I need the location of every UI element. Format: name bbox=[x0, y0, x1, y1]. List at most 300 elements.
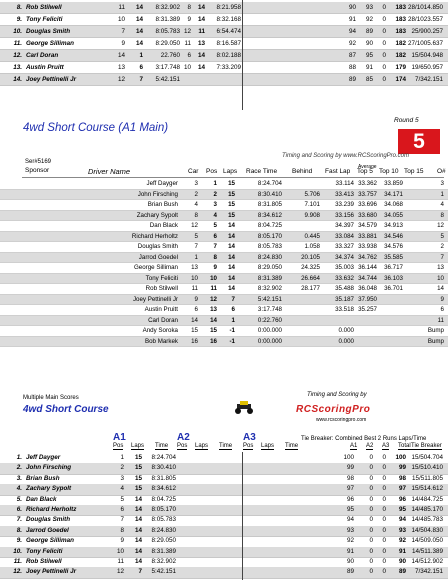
a3-points: 0 bbox=[382, 516, 386, 524]
a2-points: 95 bbox=[365, 52, 373, 59]
a3-time-header: Time bbox=[285, 443, 299, 449]
a1-time: 8:05.783 bbox=[151, 516, 176, 524]
row-position: 13. bbox=[13, 64, 22, 71]
driver-name: Zachary Sypolt bbox=[26, 485, 72, 493]
a2-points: 93 bbox=[365, 4, 373, 11]
behind-time: 9.908 bbox=[304, 211, 320, 219]
a1-points: 89 bbox=[348, 76, 356, 83]
a2-pos: 9 bbox=[187, 16, 191, 23]
lap-count: -1 bbox=[229, 337, 235, 345]
total-points: 183 bbox=[395, 28, 406, 35]
lap-count: 1 bbox=[231, 316, 235, 324]
a2-points: 0 bbox=[369, 485, 373, 493]
a2-points: 0 bbox=[369, 547, 373, 555]
logo-url: www.rcscoringpro.com bbox=[316, 417, 367, 423]
a1-heading: A1 bbox=[113, 432, 126, 443]
top10-header: Top 10 bbox=[379, 168, 399, 175]
lap-count: 14 bbox=[228, 253, 235, 261]
a1-laps: 14 bbox=[135, 28, 143, 35]
row-position: 3. bbox=[16, 474, 22, 482]
car-number: 16 bbox=[191, 337, 198, 345]
row-position: 8. bbox=[16, 526, 22, 534]
a1-laps: 14 bbox=[134, 558, 142, 565]
driver-name: Brian Bush bbox=[147, 201, 178, 208]
finish-position: 9 bbox=[213, 264, 217, 271]
column-divider-2 bbox=[242, 452, 243, 580]
tie-breaker: 15/511.805 bbox=[411, 474, 443, 482]
a3-points: 0 bbox=[382, 495, 386, 503]
tie-breaker: 19/650.957 bbox=[411, 64, 443, 71]
top10-avg: 33.859 bbox=[384, 180, 403, 187]
a1-laps: 7 bbox=[138, 568, 142, 576]
a2-points: 85 bbox=[365, 76, 373, 83]
total-header: Total bbox=[398, 443, 411, 449]
a1-points: 91 bbox=[346, 547, 354, 555]
car-number: 12 bbox=[191, 222, 198, 229]
top5-avg: 33.696 bbox=[358, 201, 377, 208]
fast-lap: 33.327 bbox=[335, 243, 354, 250]
a1-laps: 14 bbox=[134, 526, 142, 534]
a2-time-header: Time bbox=[219, 443, 233, 449]
driver-name: Joey Pettinelli Jr bbox=[26, 568, 77, 576]
behind-time: 20.105 bbox=[301, 253, 320, 261]
fast-lap: 35.003 bbox=[335, 264, 354, 271]
a2-laps: 11 bbox=[198, 28, 205, 35]
fast-lap-header: Fast Lap bbox=[325, 168, 351, 175]
tie-breaker: 14/484.725 bbox=[411, 495, 443, 503]
a1-points: 96 bbox=[346, 495, 354, 503]
tie-breaker: 15/504.948 bbox=[411, 52, 443, 59]
a3-points: 0 bbox=[382, 4, 386, 11]
row-position: 12. bbox=[13, 52, 22, 59]
row-position: 5. bbox=[16, 495, 22, 503]
fast-lap: 33.156 bbox=[335, 211, 354, 219]
top5-header: Top 5 bbox=[357, 168, 373, 175]
top-table-row bbox=[0, 2, 448, 14]
lap-count: 14 bbox=[228, 285, 235, 292]
row-position: 11. bbox=[13, 40, 22, 47]
driver-name: Jeff Dayger bbox=[146, 180, 178, 187]
driver-name: Tony Feliciti bbox=[26, 16, 63, 23]
a2-points: 0 bbox=[369, 516, 373, 524]
tie-breaker: 15/514.612 bbox=[411, 485, 443, 493]
car-number: 10 bbox=[191, 274, 198, 282]
a2-pos: 11 bbox=[184, 40, 191, 47]
top10-avg: 34.171 bbox=[384, 190, 403, 198]
car-number: 7 bbox=[194, 243, 198, 250]
tie-breaker: 25/900.257 bbox=[411, 28, 443, 35]
a1-pos: 11 bbox=[118, 4, 125, 11]
a3-points: 0 bbox=[382, 537, 386, 545]
a2-laps-header: Laps bbox=[195, 443, 209, 449]
o-number: 3 bbox=[440, 180, 444, 187]
driver-name: John Firsching bbox=[26, 464, 72, 472]
fast-lap: 33.239 bbox=[335, 201, 354, 208]
driver-name: John Firsching bbox=[137, 190, 178, 198]
a1-laps: 14 bbox=[135, 40, 143, 47]
a1-laps: 14 bbox=[134, 547, 142, 555]
driver-header: Driver Name bbox=[88, 167, 131, 176]
a2-time: 8:21.958 bbox=[216, 4, 241, 11]
race-time: 8:05.170 bbox=[257, 232, 282, 240]
a2-points: 0 bbox=[369, 568, 373, 576]
rc-car-icon bbox=[233, 399, 255, 415]
top10-avg: 34.055 bbox=[384, 211, 403, 219]
a1-laps: 1 bbox=[139, 52, 143, 59]
driver-name: Dan Black bbox=[149, 222, 178, 229]
a1-time: 8:24.704 bbox=[151, 454, 176, 461]
car-number: 13 bbox=[191, 264, 198, 271]
a1-laps: 14 bbox=[134, 495, 142, 503]
a1-laps: 6 bbox=[139, 64, 143, 71]
driver-name: Rob Stilwell bbox=[145, 285, 178, 292]
a1-points: 90 bbox=[346, 558, 354, 565]
a1-time-header: Time bbox=[155, 443, 169, 449]
finish-position: 2 bbox=[213, 190, 217, 198]
driver-name: Richard Herholtz bbox=[131, 232, 178, 240]
a1-points: 92 bbox=[348, 40, 356, 47]
race-time: 0:00.000 bbox=[257, 327, 282, 334]
a3-points: 0 bbox=[382, 485, 386, 493]
top5-avg: 33.938 bbox=[358, 243, 377, 250]
behind-header: Behind bbox=[292, 168, 313, 175]
a2-points: 89 bbox=[365, 28, 373, 35]
o-number: 1 bbox=[440, 190, 444, 198]
o-number: 9 bbox=[440, 295, 444, 303]
a2-time: 8:32.168 bbox=[216, 16, 241, 23]
driver-name: Carl Doran bbox=[148, 316, 178, 324]
top5-avg: 34.744 bbox=[358, 274, 377, 282]
a3-points: 0 bbox=[382, 464, 386, 472]
a2-points: 0 bbox=[369, 526, 373, 534]
o-number: 2 bbox=[440, 243, 444, 250]
a2-points: 0 bbox=[369, 454, 373, 461]
a1-pos: 13 bbox=[117, 64, 125, 71]
a2-laps: 14 bbox=[197, 52, 205, 59]
a3-heading: A3 bbox=[243, 432, 256, 443]
a1-laps: 15 bbox=[134, 454, 142, 461]
lap-count: 15 bbox=[228, 211, 235, 219]
a2-laps: 14 bbox=[197, 64, 205, 71]
driver-name: Carl Doran bbox=[26, 52, 59, 59]
driver-name: Zachary Sypolt bbox=[136, 211, 178, 219]
total-points: 100 bbox=[395, 454, 406, 461]
finish-position: 16 bbox=[210, 337, 217, 345]
fast-lap: 35.488 bbox=[335, 285, 354, 292]
fast-lap: 34.374 bbox=[335, 253, 354, 261]
row-position: 12. bbox=[13, 568, 22, 576]
main-result-row bbox=[0, 200, 448, 211]
finish-position: 1 bbox=[213, 180, 217, 187]
race-time: 8:34.612 bbox=[257, 211, 282, 219]
row-position: 4. bbox=[16, 485, 22, 493]
o-number: 4 bbox=[440, 201, 444, 208]
a1-pos-header: Pos bbox=[113, 443, 124, 449]
tie-breaker-note: Tie Breaker: Combined Best 2 Runs Laps/Time bbox=[301, 436, 427, 442]
a2-points: 91 bbox=[365, 64, 373, 71]
o-number: 7 bbox=[440, 253, 444, 261]
top10-avg: 36.103 bbox=[384, 274, 403, 282]
a2-laps: 14 bbox=[197, 16, 205, 23]
driver-name: Andy Soroka bbox=[142, 327, 178, 334]
car-number: 11 bbox=[191, 285, 198, 292]
lap-count: 14 bbox=[228, 264, 235, 271]
a1-col-header: A1 bbox=[350, 443, 358, 449]
driver-name: Jarrod Goedel bbox=[138, 253, 178, 261]
top-table-row bbox=[0, 26, 448, 38]
a3-points: 0 bbox=[382, 558, 386, 565]
main-result-row bbox=[0, 211, 448, 222]
fast-lap: 33.114 bbox=[335, 180, 354, 187]
car-number: 8 bbox=[194, 211, 198, 219]
serial-number: Ser#5169 bbox=[25, 159, 52, 165]
a1-time: 8:24.830 bbox=[151, 526, 176, 534]
a1-laps: 7 bbox=[139, 76, 143, 83]
top5-avg: 33.881 bbox=[358, 232, 377, 240]
a1-laps: 15 bbox=[134, 485, 142, 493]
driver-name: Rob Stilwell bbox=[26, 558, 62, 565]
driver-name: Joey Pettinelli Jr bbox=[26, 76, 77, 83]
a1-points: 100 bbox=[343, 454, 354, 461]
driver-name: George Silliman bbox=[26, 40, 74, 47]
behind-time: 26.664 bbox=[301, 274, 320, 282]
top5-avg: 36.144 bbox=[358, 264, 377, 271]
lap-count: 15 bbox=[228, 190, 235, 198]
main-result-row bbox=[0, 316, 448, 327]
driver-name: Bob Markek bbox=[144, 337, 178, 345]
a3-points: 0 bbox=[382, 547, 386, 555]
a3-col-header: A3 bbox=[382, 443, 390, 449]
o-number: 14 bbox=[437, 285, 444, 292]
lap-count: 6 bbox=[231, 306, 235, 313]
driver-name: Brian Bush bbox=[26, 474, 60, 482]
a3-points: 0 bbox=[382, 454, 386, 461]
a2-laps: 13 bbox=[197, 40, 205, 47]
column-divider bbox=[242, 0, 243, 110]
tie-breaker: 15/504.704 bbox=[411, 454, 443, 461]
row-position: 9. bbox=[16, 537, 22, 545]
total-points: 97 bbox=[398, 485, 406, 493]
top-table-row bbox=[0, 62, 448, 74]
row-position: 1. bbox=[16, 454, 22, 461]
behind-time: 5.706 bbox=[304, 190, 320, 198]
a1-points: 90 bbox=[348, 4, 356, 11]
total-points: 183 bbox=[395, 16, 406, 23]
top10-avg: 34.068 bbox=[384, 201, 403, 208]
a3-pos-header: Pos bbox=[243, 443, 254, 449]
a2-pos: 8 bbox=[187, 4, 191, 11]
average-header: Average bbox=[358, 164, 377, 170]
main-result-row bbox=[0, 305, 448, 316]
car-number: 9 bbox=[194, 295, 198, 303]
a2-points: 0 bbox=[369, 506, 373, 513]
main-result-row bbox=[0, 284, 448, 295]
main-title: 4wd Short Course (A1 Main) bbox=[23, 122, 169, 134]
a2-time: 8:16.587 bbox=[216, 40, 241, 47]
a1-points: 88 bbox=[348, 64, 356, 71]
a1-time: 8:31.805 bbox=[151, 474, 176, 482]
a3-points: 0 bbox=[382, 526, 386, 534]
top5-avg: 34.579 bbox=[358, 222, 377, 229]
top10-avg: 36.717 bbox=[384, 264, 403, 271]
a1-pos: 11 bbox=[117, 558, 124, 565]
top10-avg: 35.585 bbox=[384, 253, 403, 261]
a3-points: 0 bbox=[382, 64, 386, 71]
a1-pos: 7 bbox=[120, 516, 124, 524]
car-number: 14 bbox=[191, 316, 198, 324]
a1-points: 99 bbox=[346, 464, 354, 472]
top5-avg: 35.257 bbox=[358, 306, 377, 313]
a1-laps-header: Laps bbox=[131, 443, 145, 449]
o-number: 11 bbox=[437, 316, 444, 324]
a2-pos: 12 bbox=[183, 28, 191, 35]
fast-lap: 35.187 bbox=[335, 295, 354, 303]
a3-points: 0 bbox=[382, 474, 386, 482]
a1-points: 91 bbox=[348, 16, 356, 23]
a1-laps: 14 bbox=[134, 537, 142, 545]
driver-name: Dan Black bbox=[26, 495, 57, 503]
a1-pos: 9 bbox=[120, 537, 124, 545]
driver-name: Richard Herholtz bbox=[26, 506, 77, 513]
driver-name: Douglas Smith bbox=[26, 516, 71, 524]
lap-count: 14 bbox=[228, 243, 235, 250]
top10-avg: 34.913 bbox=[384, 222, 403, 229]
a1-time: 8:05.783 bbox=[155, 28, 180, 35]
a1-laps: 15 bbox=[134, 474, 142, 482]
car-number: 4 bbox=[194, 201, 198, 208]
a2-points: 92 bbox=[365, 16, 373, 23]
a1-points: 87 bbox=[348, 52, 356, 59]
tie-breaker: 14/504.830 bbox=[411, 526, 443, 534]
total-points: 89 bbox=[398, 568, 406, 576]
finish-position: 13 bbox=[210, 306, 217, 313]
o-number: Bump bbox=[427, 327, 444, 334]
driver-name: Tony Feliciti bbox=[145, 274, 178, 282]
race-time: 8:05.783 bbox=[257, 243, 282, 250]
finish-position: 6 bbox=[213, 232, 217, 240]
a1-time: 5:42.151 bbox=[155, 76, 180, 83]
main-result-row bbox=[0, 295, 448, 306]
driver-name: Douglas Smith bbox=[26, 28, 71, 35]
total-points: 98 bbox=[398, 474, 406, 482]
driver-name: George Silliman bbox=[26, 537, 74, 545]
top10-avg: 34.546 bbox=[384, 232, 403, 240]
race-time: 8:29.050 bbox=[257, 264, 282, 271]
car-number: 1 bbox=[194, 253, 198, 261]
o-number: 8 bbox=[440, 211, 444, 219]
total-points: 93 bbox=[398, 526, 406, 534]
a1-pos: 6 bbox=[120, 506, 124, 513]
fast-lap: 33.084 bbox=[335, 232, 354, 240]
row-position: 11. bbox=[13, 558, 22, 565]
a2-points: 0 bbox=[369, 537, 373, 545]
o-number: 12 bbox=[437, 222, 444, 229]
a1-pos: 1 bbox=[120, 454, 124, 461]
race-time: 8:31.805 bbox=[257, 201, 282, 208]
top-table-row bbox=[0, 14, 448, 26]
a1-laps: 15 bbox=[134, 464, 142, 472]
a2-pos: 10 bbox=[183, 64, 191, 71]
finish-position: 8 bbox=[213, 253, 217, 261]
race-time: 8:32.902 bbox=[257, 285, 282, 292]
a1-points: 92 bbox=[346, 537, 354, 545]
summary-title: 4wd Short Course bbox=[23, 404, 109, 415]
a1-pos: 2 bbox=[120, 464, 124, 472]
main-result-row bbox=[0, 179, 448, 190]
row-position: 9. bbox=[16, 16, 22, 23]
top10-avg: 34.576 bbox=[384, 243, 403, 250]
a2-col-header: A2 bbox=[366, 443, 374, 449]
finish-position: 15 bbox=[210, 327, 217, 334]
total-points: 96 bbox=[398, 495, 406, 503]
a1-time: 8:29.050 bbox=[151, 537, 176, 545]
total-points: 179 bbox=[395, 64, 406, 71]
a2-pos-header: Pos bbox=[177, 443, 188, 449]
total-points: 182 bbox=[395, 40, 406, 47]
fast-lap: 33.413 bbox=[335, 190, 354, 198]
race-time: 8:24.704 bbox=[257, 180, 282, 187]
a1-pos: 8 bbox=[120, 526, 124, 534]
behind-time: 24.325 bbox=[301, 264, 320, 271]
o-number: 6 bbox=[440, 306, 444, 313]
race-time: 8:24.830 bbox=[257, 253, 282, 261]
a3-points: 0 bbox=[382, 506, 386, 513]
o-number: Bump bbox=[427, 337, 444, 345]
a3-points: 0 bbox=[382, 16, 386, 23]
row-position: 8. bbox=[16, 4, 22, 11]
rcscoringpro-logo: RCScoringPro bbox=[296, 404, 371, 415]
a1-time: 8:04.725 bbox=[151, 495, 176, 503]
driver-name: Austin Pruitt bbox=[26, 64, 64, 71]
main-result-row bbox=[0, 232, 448, 243]
behind-time: 1.058 bbox=[304, 243, 320, 250]
a1-pos: 10 bbox=[116, 547, 124, 555]
o-number-header: O# bbox=[437, 168, 446, 175]
car-number: 5 bbox=[194, 232, 198, 240]
logo-timing-text: Timing and Scoring by bbox=[307, 392, 367, 398]
car-number: 15 bbox=[191, 327, 198, 334]
race-time: 3:17.748 bbox=[257, 306, 282, 313]
finish-position: 5 bbox=[213, 222, 217, 229]
race-time: 5:42.151 bbox=[257, 295, 282, 303]
tie-breaker: 14/509.050 bbox=[411, 537, 443, 545]
a3-laps-header: Laps bbox=[261, 443, 275, 449]
tie-breaker: 28/1014.850 bbox=[407, 4, 443, 11]
a3-points: 0 bbox=[382, 40, 386, 47]
summary-row bbox=[0, 567, 448, 578]
top-table-row bbox=[0, 50, 448, 62]
driver-name: Jeff Dayger bbox=[26, 454, 61, 461]
tie-breaker: 28/1023.557 bbox=[407, 16, 443, 23]
fast-lap: 0.000 bbox=[338, 327, 354, 334]
a2-time: 8:02.188 bbox=[216, 52, 241, 59]
main-result-row bbox=[0, 253, 448, 264]
finish-position: 4 bbox=[213, 211, 217, 219]
o-number: 13 bbox=[437, 264, 444, 271]
lap-count: 7 bbox=[231, 295, 235, 303]
a1-time: 8:29.050 bbox=[155, 40, 180, 47]
a1-pos: 7 bbox=[121, 28, 125, 35]
a1-points: 98 bbox=[346, 474, 354, 482]
top5-avg: 37.950 bbox=[358, 295, 377, 303]
o-number: 10 bbox=[437, 274, 444, 282]
race-time: 8:31.389 bbox=[257, 274, 282, 282]
a1-time: 8:05.170 bbox=[151, 506, 176, 513]
pos-header: Pos bbox=[206, 168, 218, 175]
driver-name: Austin Pruitt bbox=[144, 306, 178, 313]
a1-time: 8:31.389 bbox=[151, 547, 176, 555]
row-position: 6. bbox=[16, 506, 22, 513]
